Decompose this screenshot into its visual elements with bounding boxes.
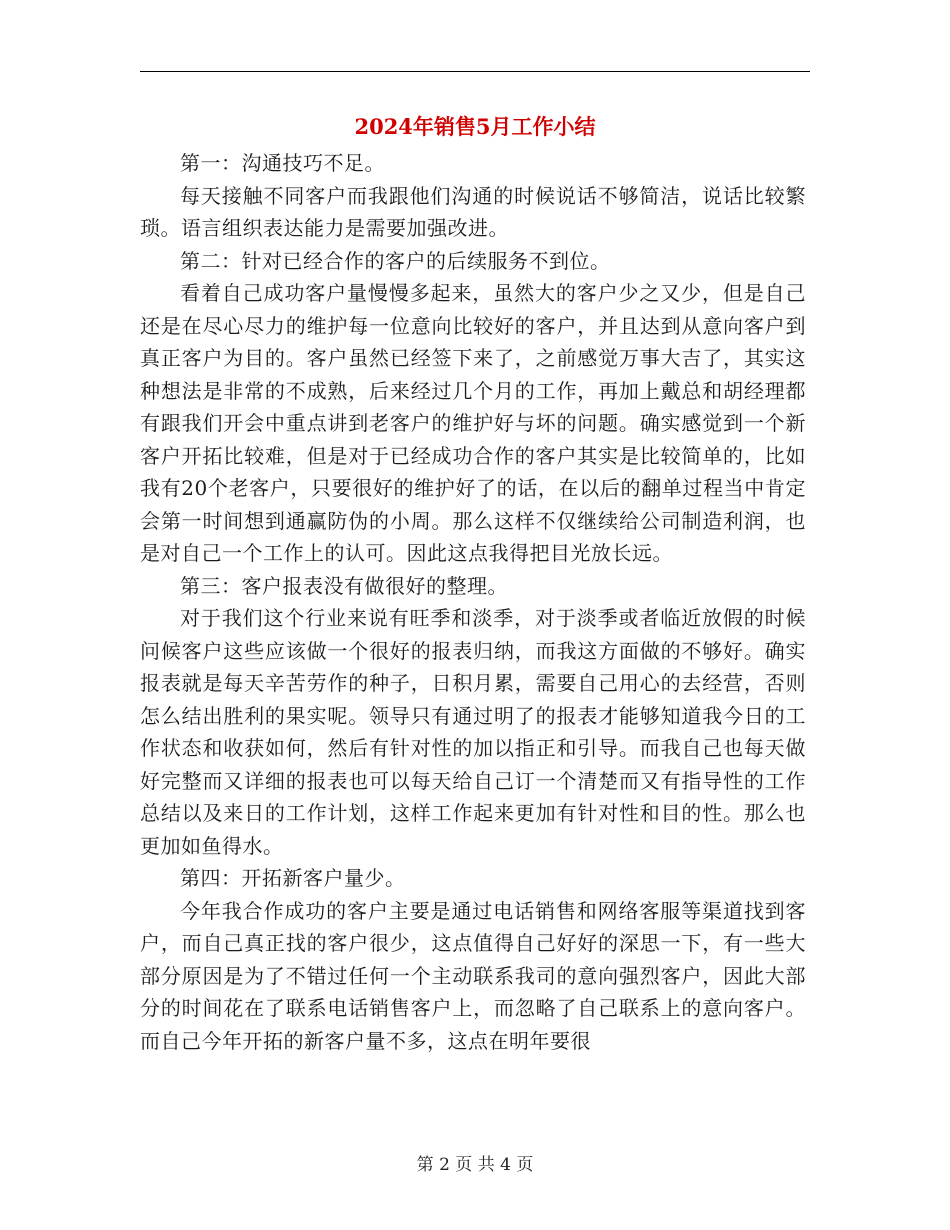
document-body bbox=[140, 147, 806, 1057]
page-footer: 第 2 页 共 4 页 bbox=[416, 1155, 534, 1175]
paragraph: 看着自己成功客户量慢慢多起来，虽然大的客户少之又少，但是自己还是在尽心尽力的维护每一位意向比较好的客户，并且达到从意向客户到真正客户为目的。客户虽然已经签下来了，之前感觉万事大吉了，其实这种想法是非常的不成熟，后来经过几个月的工作，再加上戴总和胡经理都有跟我们开会中重点讲到老客户的维护好与坏的问题。确实感觉到一个新客户开拓比较难，但是对于已经成功合作的客户其实是比较简单的，比如我有20个老客户，只要很好的维护好了的话，在以后的翻单过程当中肯定会第一时间想到通赢防伪的小周。那么这样不仅继续给公司制造利润，也是对自己一个工作上的认可。因此这点我得把目光放长远。 bbox=[140, 281, 806, 565]
paragraph: 第四：开拓新客户量少。 bbox=[180, 866, 406, 890]
paragraph: 每天接触不同客户而我跟他们沟通的时候说话不够简洁，说话比较繁琐。语言组织表达能力是需要加强改进。 bbox=[140, 183, 806, 240]
paragraph: 第三：客户报表没有做很好的整理。 bbox=[180, 573, 508, 598]
document-title: 2024年销售5月工作小结 bbox=[354, 114, 596, 139]
header-rule bbox=[140, 71, 810, 72]
paragraph: 第二：针对已经合作的客户的后续服务不到位。 bbox=[180, 248, 611, 273]
paragraph: 第一：沟通技巧不足。 bbox=[180, 151, 385, 175]
paragraph: 今年我合作成功的客户主要是通过电话销售和网络客服等渠道找到客户，而自己真正找的客户很少，这点值得自己好好的深思一下，有一些大部分原因是为了不错过任何一个主动联系我司的意向强烈客户，因此大部分的时间花在了联系电话销售客户上，而忽略了自己联系上的意向客户。而自己今年开拓的新客户量不多，这点在明年要很 bbox=[140, 898, 806, 1053]
paragraph: 对于我们这个行业来说有旺季和淡季，对于淡季或者临近放假的时候问候客户这些应该做一个很好的报表归纳，而我这方面做的不够好。确实报表就是每天辛苦劳作的种子，日积月累，需要自己用心的去经营，否则怎么结出胜利的果实呢。领导只有通过明了的报表才能够知道我今日的工作状态和收获如何，然后有针对性的加以指正和引导。而我自己也每天做好完整而又详细的报表也可以每天给自己订一个清楚而又有指导性的工作总结以及来日的工作计划，这样工作起来更加有针对性和目的性。那么也更加如鱼得水。 bbox=[140, 606, 806, 858]
